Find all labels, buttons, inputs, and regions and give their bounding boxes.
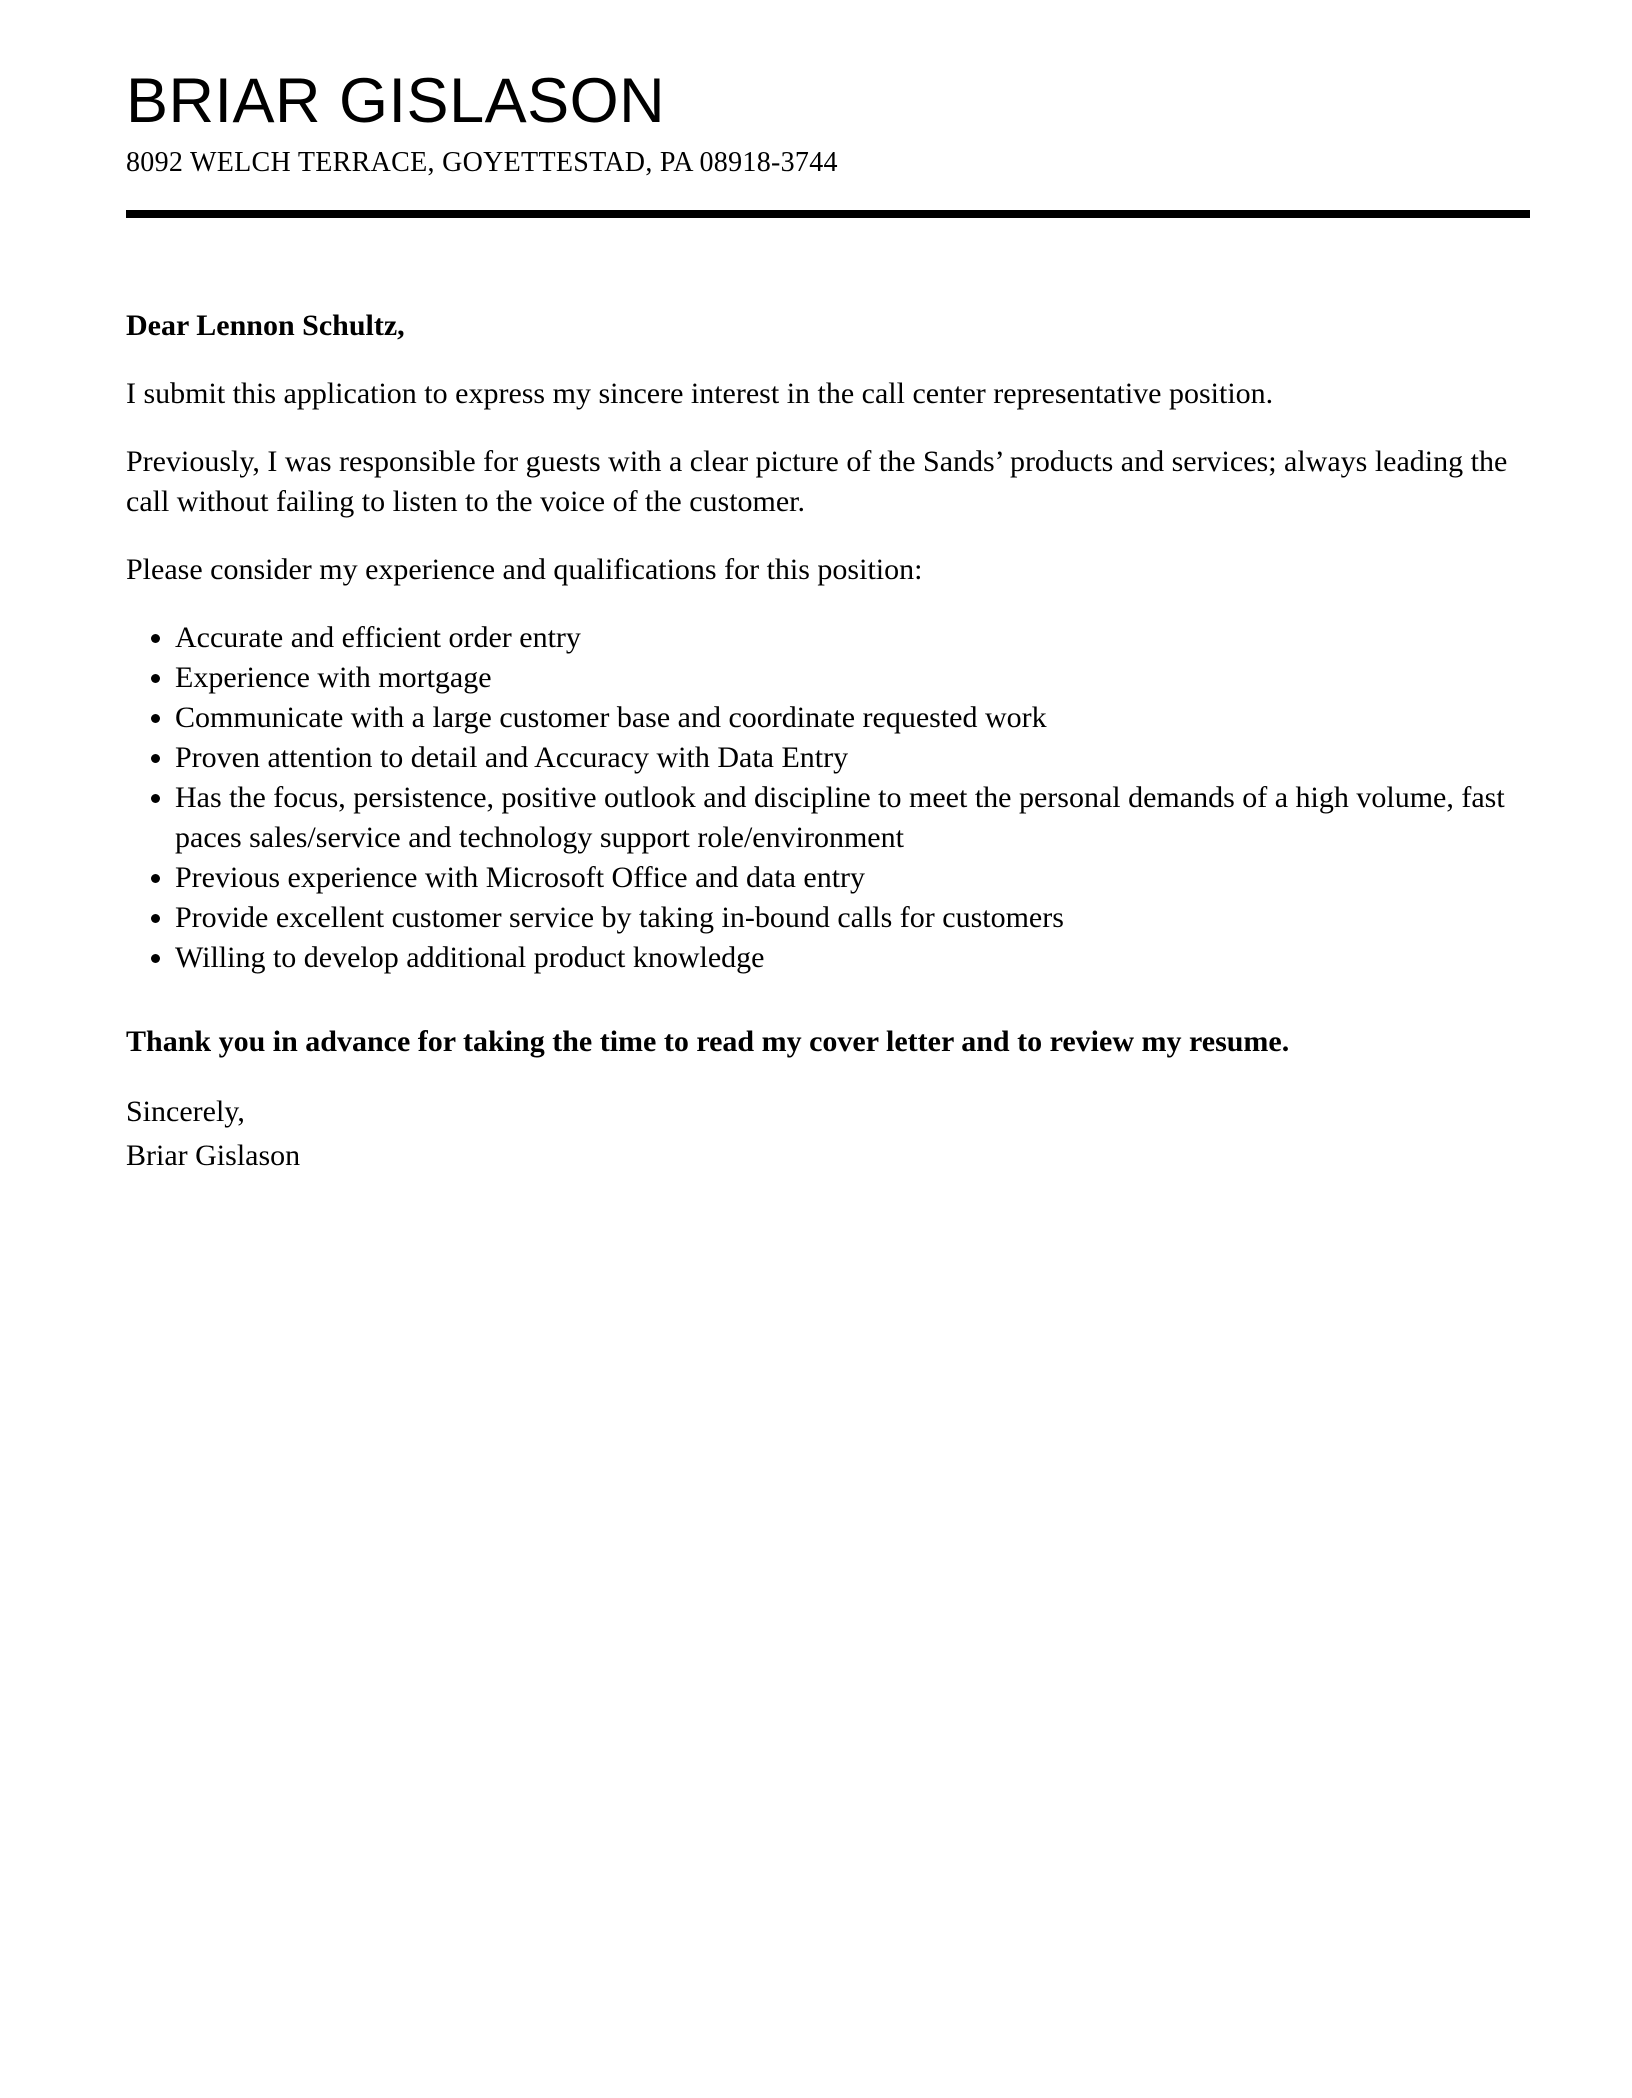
closing-block	[126, 1090, 1530, 1178]
bullet-item: • Has the focus, persistence, positive outlook and discipline to meet the personal demands of a high volume, fast paces sales/service and technology support role/environment	[175, 778, 1530, 858]
letter-body	[126, 306, 1530, 1178]
sender-address: 8092 WELCH TERRACE, GOYETTESTAD, PA 08918-3744	[126, 147, 838, 178]
bullet-item: • Willing to develop additional product knowledge	[175, 938, 1530, 978]
consider-paragraph: Please consider my experience and qualifications for this position:	[126, 552, 923, 586]
thank-you-paragraph: Thank you in advance for taking the time to read my cover letter and to review my resume.	[126, 1024, 1290, 1058]
bullet-item: • Proven attention to detail and Accuracy with Data Entry	[175, 738, 1530, 778]
sender-name: BRIAR GISLASON	[126, 66, 666, 136]
bullet-item: • Communicate with a large customer base and coordinate requested work	[175, 698, 1530, 738]
bullet-item: • Previous experience with Microsoft Office and data entry	[175, 858, 1530, 898]
intro-paragraph: I submit this application to express my sincere interest in the call center representative position.	[126, 376, 1274, 410]
letter-header	[126, 66, 1530, 180]
bullet-item: • Accurate and efficient order entry	[175, 618, 1530, 658]
experience-paragraph: Previously, I was responsible for guests with a clear picture of the Sands’ products and services; always leading the call without failing to listen to the voice of the customer.	[126, 444, 1508, 518]
closing-word: Sincerely,	[126, 1094, 245, 1128]
signature-name: Briar Gislason	[126, 1138, 301, 1172]
qualifications-list	[126, 618, 1530, 978]
bullet-item: • Provide excellent customer service by taking in-bound calls for customers	[175, 898, 1530, 938]
salutation: Dear Lennon Schultz,	[126, 308, 405, 342]
header-divider-rule	[126, 210, 1530, 218]
bullet-item: • Experience with mortgage	[175, 658, 1530, 698]
